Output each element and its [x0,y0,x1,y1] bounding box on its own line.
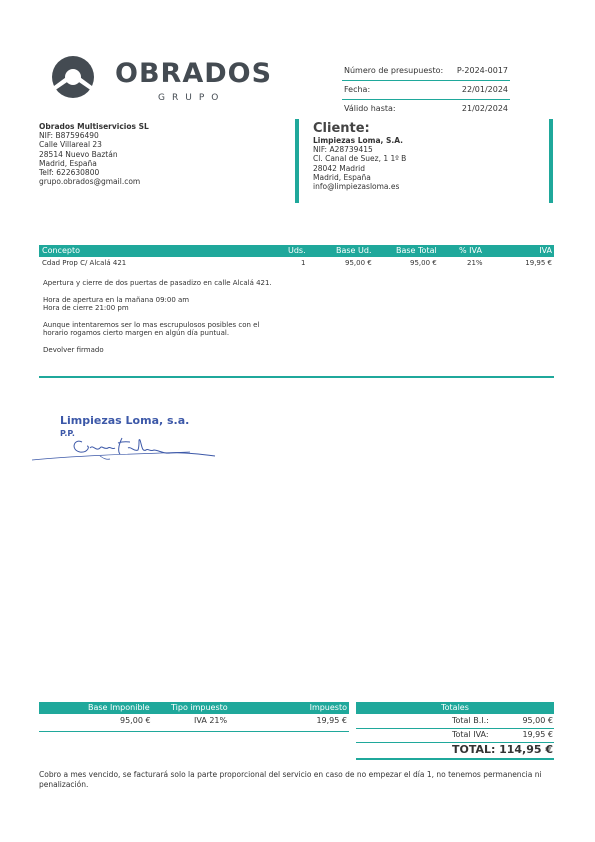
total-bi-label: Total B.I.: [452,716,489,725]
row-base-unit: 95,00 € [345,259,372,267]
quote-valid-row [342,100,510,118]
client-nif: NIF: A28739415 [313,145,373,155]
grand-total-label: TOTAL: [452,743,496,756]
header-vat: IVA [539,246,552,255]
tax-header-type: Tipo impuesto [171,703,228,712]
total-iva-value: 19,95 € [522,730,553,739]
quote-number-row [342,62,510,81]
item-description [43,279,283,363]
tax-amount: 19,95 € [316,716,347,725]
tax-row [39,715,349,727]
total-iva-label: Total IVA: [452,730,489,739]
company-city: 28514 Nuevo Baztán [39,149,118,159]
table-row [39,258,554,270]
header-base-total: Base Total [396,246,437,255]
description-paragraph: Apertura y cierre de dos puertas de pasadizo en calle Alcalá 421. [43,279,272,287]
description-paragraph: Aunque intentaremos ser lo mas escrupulosos posibles con el horario rogamos cierto margen en algún día puntual. [43,320,260,338]
company-email: grupo.obrados@gmail.com [39,177,141,187]
company-street: Calle Villareal 23 [39,140,102,150]
tax-table-rule [39,731,349,732]
client-email: info@limpiezasloma.es [313,182,400,192]
description-paragraph: Devolver firmado [43,345,104,354]
header-concept: Concepto [42,246,80,255]
row-units: 1 [301,259,306,267]
tax-table-header [39,702,349,714]
grand-total-value: 114,95 € [499,743,553,756]
client-right-bar [549,119,553,203]
brand-subtitle: GRUPO [158,93,226,103]
client-city: 28042 Madrid [313,163,365,173]
company-info [39,122,149,186]
company-nif: NIF: B87596490 [39,131,99,141]
description-paragraph: Hora de apertura en la mañana 09:00 am Hora de cierre 21:00 pm [43,295,190,313]
mountain-circle-logo [51,55,95,99]
quote-valid-value: 21/02/2024 [461,104,508,113]
company-phone: Telf: 622630800 [39,168,100,178]
quote-valid-label: Válido hasta: [344,104,396,113]
tax-base: 95,00 € [120,716,151,725]
tax-type: IVA 21% [194,716,228,725]
grand-total-row [356,742,554,760]
brand-name: OBRADOS [115,58,273,89]
signature-company: Limpiezas Loma, s.a. [60,414,190,427]
company-name: Obrados Multiservicios SL [39,122,149,131]
client-region: Madrid, España [313,172,371,182]
quote-number-label: Número de presupuesto: [344,66,444,75]
row-concept: Cdad Prop C/ Alcalá 421 [42,259,127,267]
header-units: Uds. [288,246,306,255]
row-vat: 19,95 € [525,259,552,267]
client-signature [30,408,220,464]
client-title: Cliente: [313,121,370,136]
quote-number-value: P-2024-0017 [456,66,508,75]
quote-date-row [342,81,510,100]
client-name: Limpiezas Loma, S.A. [313,136,404,145]
items-table-header [39,245,554,257]
totals-header: Totales [356,702,554,714]
quote-meta [342,62,510,118]
tax-header-base: Base Imponible [88,703,150,712]
header-base-unit: Base Ud. [336,246,372,255]
signature-pp: P.P. [60,429,75,438]
client-left-bar [295,119,299,203]
items-table-bottom-rule [39,376,554,378]
client-street: Cl. Canal de Suez, 1 1º B [313,154,407,164]
row-base-total: 95,00 € [410,259,437,267]
quote-date-value: 22/01/2024 [461,85,508,94]
company-region: Madrid, España [39,158,97,168]
header-vat-pct: % IVA [459,246,482,255]
tax-header-amount: Impuesto [309,703,347,712]
total-iva-row [356,728,554,743]
client-info [313,121,406,191]
total-bi-row [356,714,554,729]
total-bi-value: 95,00 € [522,716,553,725]
quote-date-label: Fecha: [344,85,371,94]
payment-terms-note: Cobro a mes vencido, se facturará solo la parte proporcional del servicio en caso de no empezar el día 1, no tenemos permanencia ni penalización. [39,770,542,789]
row-vat-pct: 21% [467,259,483,267]
